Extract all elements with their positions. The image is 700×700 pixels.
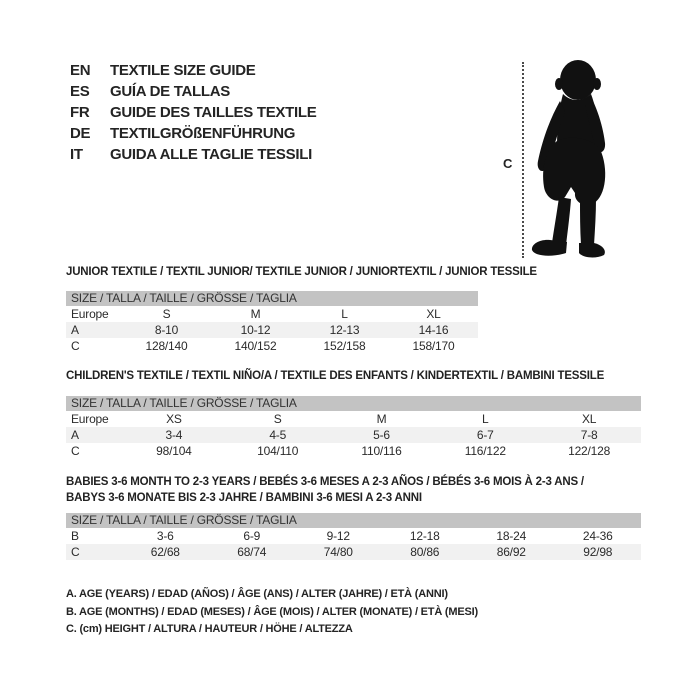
table-cell: S bbox=[273, 412, 282, 426]
language-row bbox=[70, 123, 316, 144]
children-section-title: CHILDREN'S TEXTILE / TEXTIL NIÑO/A / TEXTILE DES ENFANTS / KINDERTEXTIL / BAMBINI TESSILE bbox=[66, 370, 605, 382]
size-header-bar: SIZE / TALLA / TAILLE / GRÖSSE / TAGLIA bbox=[66, 513, 641, 528]
table-row bbox=[66, 427, 641, 443]
language-code: IT bbox=[70, 146, 83, 163]
junior-size-table bbox=[66, 291, 478, 354]
table-cell: 104/110 bbox=[257, 444, 299, 458]
table-cell: 98/104 bbox=[156, 444, 192, 458]
babies-section-title-line1: BABIES 3-6 MONTH TO 2-3 YEARS / BEBÉS 3-6 MESES A 2-3 AÑOS / BÉBÉS 3-6 MOIS À 2-3 ANS / bbox=[66, 476, 584, 488]
table-cell: 5-6 bbox=[373, 428, 390, 442]
table-row bbox=[66, 411, 641, 427]
footnotes bbox=[66, 586, 478, 639]
table-row bbox=[66, 528, 641, 544]
table-cell: 80/86 bbox=[410, 545, 440, 559]
row-label: C bbox=[71, 545, 80, 559]
table-cell: L bbox=[341, 307, 348, 321]
table-cell: 110/116 bbox=[361, 444, 402, 458]
language-label: TEXTILE SIZE GUIDE bbox=[110, 62, 256, 79]
row-label: Europe bbox=[71, 307, 109, 321]
footnote-c: C. (cm) HEIGHT / ALTURA / HAUTEUR / HÖHE / ALTEZZA bbox=[66, 623, 353, 635]
row-label: B bbox=[71, 529, 79, 543]
footnote-a: A. AGE (YEARS) / EDAD (AÑOS) / ÂGE (ANS) / ALTER (JAHRE) / ETÀ (ANNI) bbox=[66, 588, 448, 600]
table-cell: 3-4 bbox=[165, 428, 183, 442]
table-cell: 128/140 bbox=[145, 339, 188, 353]
table-cell: 12-18 bbox=[409, 529, 440, 543]
table-cell: 18-24 bbox=[496, 529, 527, 543]
children-size-table bbox=[66, 396, 641, 459]
table-cell: 14-16 bbox=[418, 323, 449, 337]
language-list bbox=[70, 60, 316, 165]
height-measure-line bbox=[522, 62, 524, 258]
babies-size-table bbox=[66, 513, 641, 560]
table-cell: 74/80 bbox=[323, 545, 353, 559]
row-label: C bbox=[71, 339, 80, 353]
table-cell: 92/98 bbox=[583, 545, 613, 559]
table-cell: 152/158 bbox=[323, 339, 366, 353]
language-row bbox=[70, 81, 316, 102]
footnote-b: B. AGE (MONTHS) / EDAD (MESES) / ÂGE (MOIS) / ALTER (MONATE) / ETÀ (MESI) bbox=[66, 605, 478, 618]
table-cell: 8-10 bbox=[154, 323, 179, 337]
table-cell: 140/152 bbox=[234, 339, 277, 353]
row-label: A bbox=[71, 428, 79, 442]
table-cell: M bbox=[376, 412, 387, 426]
language-label: GUÍA DE TALLAS bbox=[110, 83, 230, 100]
table-cell: 68/74 bbox=[237, 545, 267, 559]
row-label: Europe bbox=[71, 412, 109, 426]
table-cell: 12-13 bbox=[329, 323, 360, 337]
table-cell: 6-9 bbox=[243, 529, 261, 543]
table-cell: 24-36 bbox=[582, 529, 613, 543]
baby-silhouette-icon bbox=[530, 57, 628, 259]
row-label: A bbox=[71, 323, 79, 337]
language-code: DE bbox=[70, 125, 91, 142]
table-row bbox=[66, 443, 641, 459]
row-label: C bbox=[71, 444, 80, 458]
size-header-bar: SIZE / TALLA / TAILLE / GRÖSSE / TAGLIA bbox=[66, 396, 641, 411]
height-letter-label: C bbox=[503, 156, 513, 171]
language-code: ES bbox=[70, 83, 90, 100]
table-cell: 9-12 bbox=[326, 529, 350, 543]
table-cell: 10-12 bbox=[240, 323, 271, 337]
babies-section-title-line2: BABYS 3-6 MONATE BIS 2-3 JAHRE / BAMBINI 3-6 MESI A 2-3 ANNI bbox=[66, 492, 422, 504]
language-label: GUIDA ALLE TAGLIE TESSILI bbox=[110, 146, 312, 163]
language-row bbox=[70, 102, 316, 123]
table-cell: XL bbox=[426, 307, 441, 321]
language-row bbox=[70, 60, 316, 81]
language-label: GUIDE DES TAILLES TEXTILE bbox=[110, 104, 317, 121]
table-cell: 122/128 bbox=[568, 444, 611, 458]
table-cell: L bbox=[482, 412, 489, 426]
table-row bbox=[66, 322, 478, 338]
table-cell: 158/170 bbox=[412, 339, 455, 353]
language-code: FR bbox=[70, 104, 90, 121]
table-cell: 4-5 bbox=[269, 428, 287, 442]
table-cell: 6-7 bbox=[476, 428, 494, 442]
junior-section-title: JUNIOR TEXTILE / TEXTIL JUNIOR/ TEXTILE JUNIOR / JUNIORTEXTIL / JUNIOR TESSILE bbox=[66, 266, 537, 278]
table-row bbox=[66, 544, 641, 560]
table-cell: S bbox=[162, 307, 171, 321]
table-cell: 7-8 bbox=[580, 428, 598, 442]
table-cell: 62/68 bbox=[150, 545, 180, 559]
table-cell: XL bbox=[581, 412, 597, 426]
language-label: TEXTILGRÖßENFÜHRUNG bbox=[110, 125, 296, 142]
language-row bbox=[70, 144, 316, 165]
table-cell: 86/92 bbox=[496, 545, 526, 559]
table-cell: M bbox=[250, 307, 261, 321]
table-cell: XS bbox=[166, 412, 182, 426]
size-header-bar: SIZE / TALLA / TAILLE / GRÖSSE / TAGLIA bbox=[66, 291, 478, 306]
table-row bbox=[66, 338, 478, 354]
table-row bbox=[66, 306, 478, 322]
table-cell: 116/122 bbox=[464, 444, 506, 458]
language-code: EN bbox=[70, 62, 91, 79]
table-cell: 3-6 bbox=[156, 529, 174, 543]
